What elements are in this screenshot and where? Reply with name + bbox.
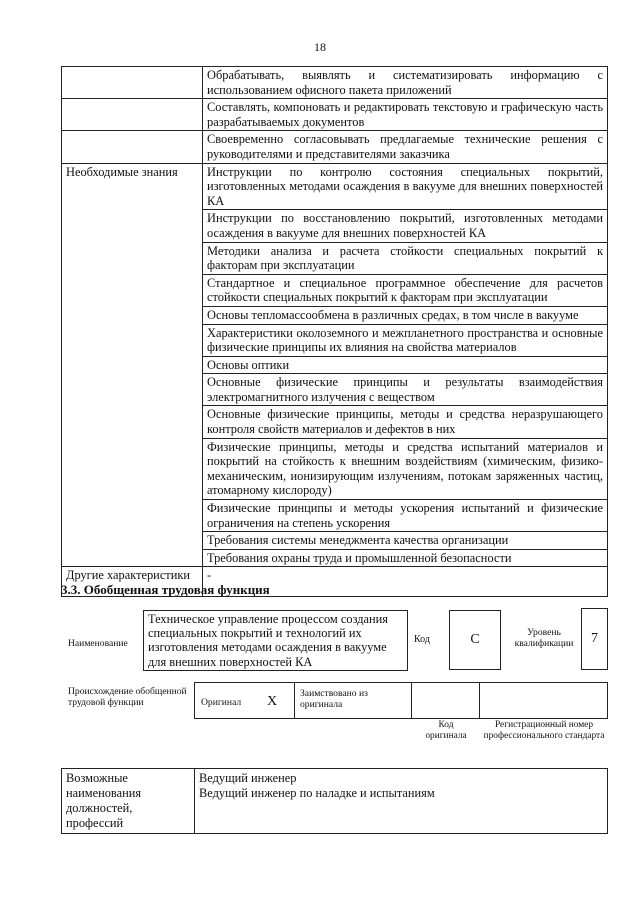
possible-positions-table	[61, 768, 608, 834]
level-label: Уровень квалификации	[514, 627, 574, 649]
row-text: Стандартное и специальное программное обеспечение для расчетов стойкости специальных покрытий к факторам при эксплуатации	[203, 274, 608, 306]
required-knowledge-label: Необходимые знания	[62, 163, 203, 567]
row-label	[62, 131, 203, 163]
row-label	[62, 67, 203, 99]
row-text: Требования системы менеджмента качества организации	[203, 532, 608, 550]
row-text: Основные физические принципы и результаты взаимодействия электромагнитного излучения с веществом	[203, 374, 608, 406]
section-title: 3.3. Обобщенная трудовая функция	[61, 582, 270, 597]
origin-divider	[411, 682, 412, 719]
other-characteristics-label: Другие характеристики	[62, 567, 203, 597]
positions-label: Возможные наименования должностей, профессий	[62, 769, 195, 834]
reg-number-label: Регистрационный номер профессионального стандарта	[483, 720, 605, 741]
level-value-box: 7	[581, 608, 608, 670]
table-row	[62, 67, 608, 99]
row-text: Физические принципы, методы и средства испытаний материалов и покрытий на стойкость к внешним воздействиям (химическим, физико-механическим, ионизирующим излучениям, потокам заряженных частиц, атомарному кислороду)	[203, 438, 608, 499]
row-text: Инструкции по контролю состояния специальных покрытий, изготовленных методами осаждения в вакууме для внешних поверхностей КА	[203, 163, 608, 210]
table-row	[62, 131, 608, 163]
origin-divider	[479, 682, 480, 719]
skills-knowledge-table	[61, 66, 608, 597]
row-text: Основы тепломассообмена в различных средах, в том числе в вакууме	[203, 306, 608, 324]
row-label	[62, 99, 203, 131]
row-text: Своевременно согласовывать предлагаемые технические решения с руководителями и представителями заказчика	[203, 131, 608, 163]
row-text: Основы оптики	[203, 356, 608, 374]
row-text: Методики анализа и расчета стойкости специальных покрытий к факторам при эксплуатации	[203, 242, 608, 274]
code-original-label: Код оригинала	[425, 720, 467, 741]
row-text: Основные физические принципы, методы и средства неразрушающего контроля свойств материалов и дефектов в них	[203, 406, 608, 438]
table-row	[62, 769, 608, 834]
origin-divider	[294, 682, 295, 719]
row-text: Характеристики околоземного и межпланетного пространства и основные физические принципы их влияния на свойства материалов	[203, 324, 608, 356]
row-text: -	[203, 567, 608, 597]
row-text: Физические принципы и методы ускорения испытаний и физические ограничения на степень ускорения	[203, 500, 608, 532]
origin-label: Происхождение обобщенной трудовой функции	[68, 686, 187, 708]
table-row	[62, 163, 608, 210]
borrowed-label: Заимствовано из оригинала	[300, 688, 368, 710]
original-mark: X	[267, 694, 278, 709]
table-row	[62, 99, 608, 131]
row-text: Требования охраны труда и промышленной безопасности	[203, 549, 608, 567]
position-item: Ведущий инженер	[199, 771, 297, 785]
row-text: Составлять, компоновать и редактировать текстовую и графическую часть разрабатываемых документов	[203, 99, 608, 131]
row-text: Обрабатывать, выявлять и систематизировать информацию с использованием офисного пакета приложений	[203, 67, 608, 99]
function-name-box: Техническое управление процессом создания специальных покрытий и технологий их изготовления методами осаждения в вакууме для внешних поверхностей КА	[143, 610, 408, 671]
row-text: Инструкции по восстановлению покрытий, изготовленных методами осаждения в вакууме для внешних поверхностей КА	[203, 210, 608, 242]
positions-values	[195, 769, 608, 834]
name-label: Наименование	[68, 638, 128, 649]
position-item: Ведущий инженер по наладке и испытаниям	[199, 786, 435, 800]
page-number: 18	[314, 40, 326, 54]
original-label: Оригинал	[201, 697, 242, 708]
code-value-box: C	[449, 610, 501, 670]
code-label: Код	[414, 634, 430, 645]
